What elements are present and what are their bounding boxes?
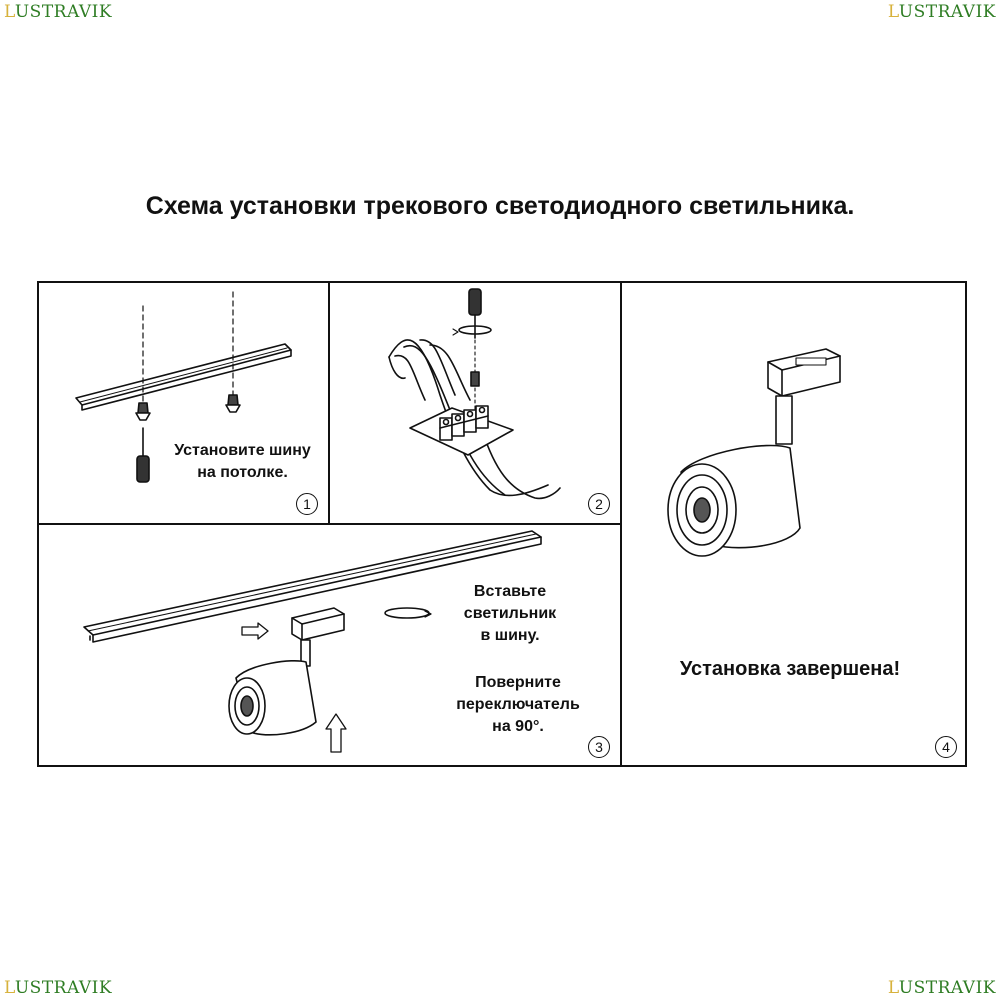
step-3-number: 3 xyxy=(588,736,610,758)
screwdriver-icon xyxy=(453,289,491,410)
diagram-title: Схема установки трекового светодиодного светильника. xyxy=(145,192,855,220)
step-1-caption: Установите шину на потолке. xyxy=(174,442,311,481)
track-rail-illustration xyxy=(76,344,291,410)
ceiling-anchor-icon xyxy=(136,306,150,420)
brand-logo: LUSTRAVIK xyxy=(4,2,113,22)
step-4-caption: Установка завершена! xyxy=(679,658,901,680)
step-2-number: 2 xyxy=(588,493,610,515)
terminal-block-icon xyxy=(410,406,513,455)
brand-logo: LUSTRAVIK xyxy=(887,2,996,22)
step-4-number: 4 xyxy=(935,736,957,758)
insert-arrow-icon xyxy=(242,623,268,639)
step-1-number: 1 xyxy=(296,493,318,515)
brand-logo: LUSTRAVIK xyxy=(887,978,996,998)
screwdriver-icon xyxy=(137,428,149,482)
step-3-rotate-caption: Поверните переключатель на 90°. xyxy=(456,674,580,735)
push-up-arrow-icon xyxy=(326,714,346,752)
step-3-insert-caption: Вставьте светильник в шину. xyxy=(463,583,557,644)
ceiling-anchor-icon xyxy=(226,292,240,412)
spotlight-fixture-icon xyxy=(668,349,840,556)
rotate-arrow-icon xyxy=(385,608,431,618)
brand-logo: LUSTRAVIK xyxy=(4,978,113,998)
